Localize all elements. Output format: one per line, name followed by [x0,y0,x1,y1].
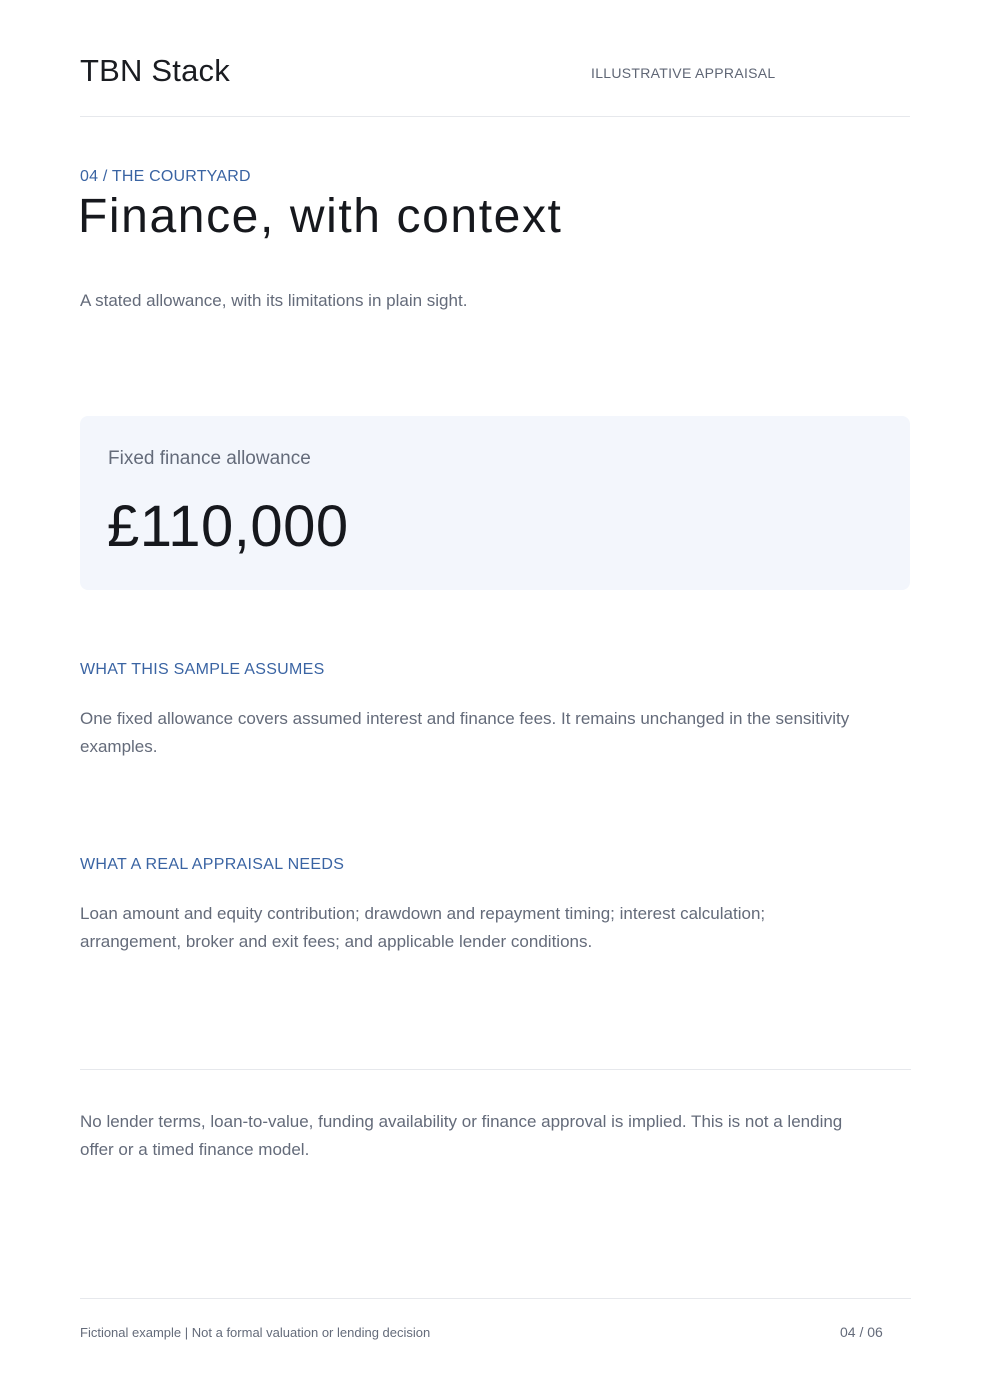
assumes-body: One fixed allowance covers assumed interest and finance fees. It remains unchanged in the sensitivity examples. [80,709,850,756]
allowance-label: Fixed finance allowance [108,448,311,469]
footer-note: Fictional example | Not a formal valuation or lending decision [80,1325,431,1340]
disclaimer-text: No lender terms, loan-to-value, funding availability or finance approval is implied. This is not a lending offer or a timed finance model. [80,1112,843,1159]
footer-divider [80,1298,911,1299]
header-divider [80,116,910,117]
assumes-heading: WHAT THIS SAMPLE ASSUMES [80,661,325,678]
allowance-value: £110,000 [107,494,349,559]
needs-body: Loan amount and equity contribution; drawdown and repayment timing; interest calculation; arrangement, broker and exit fees; and applicable lender conditions. [80,904,766,951]
brand-name: TBN Stack [80,53,230,88]
finance-allowance-card [80,416,910,590]
section-divider [80,1069,911,1070]
needs-heading: WHAT A REAL APPRAISAL NEEDS [80,856,345,873]
section-eyebrow: 04 / THE COURTYARD [80,168,251,185]
document-label: ILLUSTRATIVE APPRAISAL [591,65,776,81]
page-number: 04 / 06 [840,1324,883,1340]
page-title: Finance, with context [78,190,563,243]
section-lede: A stated allowance, with its limitations in plain sight. [80,291,468,310]
